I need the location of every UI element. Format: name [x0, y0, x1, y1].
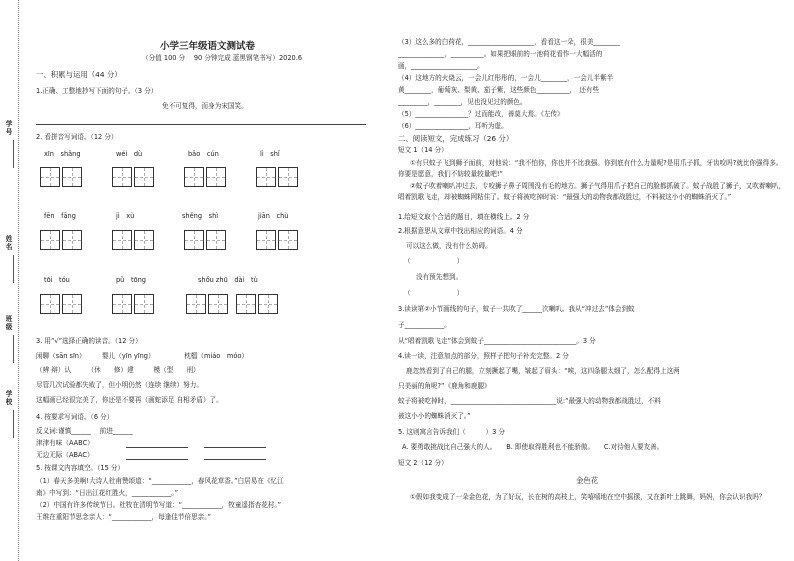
writing-grid[interactable] [184, 230, 228, 250]
pinyin-label: jiān chù [258, 212, 289, 220]
answer-parentheses[interactable]: （ ） [404, 289, 464, 297]
reading-question-3: 3.读读第②小节画线的句子，蚊子一共吹了______次喇叭。我从“冲过去”体会到蚊 [398, 305, 635, 313]
gutter-label-school: 学校 [5, 390, 13, 406]
question-text: ______________，__________。如果把眼前的一池荷花看作一大幅活的 [398, 50, 603, 58]
question-text: 津津有味（AABC） [36, 439, 94, 447]
question-5: 5. 按课文内容填空。（15 分） [36, 464, 125, 472]
question-text: 这幅画已经很完美了，你还是不要再（画蛇添足 自相矛盾）了。 [36, 396, 223, 404]
question-text: 没有预先想到。 [416, 273, 463, 281]
copy-sentence: 免不可复得，而身为宋国笑。 [162, 102, 248, 110]
question-4: 4. 按要求写词语。（6 分） [36, 413, 114, 421]
question-text: 无边无际（ABAC） [36, 451, 94, 459]
pinyin-label: wéi dù [116, 150, 143, 158]
question-text: （3）这么多的白荷花，____________________，看看这一朵，很美________ [398, 38, 620, 46]
question-text: 闲聊（sān sīn） 婴儿（yīn yīng） 枕榴（miáo móo） [36, 352, 248, 360]
writing-line [36, 124, 366, 125]
reading-question-1: 1.给短文取个合适的题目，填在横线上。2 分 [398, 213, 530, 221]
question-text: （1）春天多美啊!大诗人杜甫赞颂道：“____________，春风花草香。”白居易在《忆江 [36, 477, 284, 485]
dotted-cut-line [18, 0, 19, 561]
writing-grid[interactable] [40, 230, 84, 250]
question-text: 尽管几次试验都失败了，但小明仍然（连续 继续）努力。 [36, 381, 203, 389]
pinyin-label: jì xù [116, 212, 135, 220]
question-2: 2. 看拼音写词语。（12 分） [36, 133, 118, 141]
passage-paragraph: ①有只蚊子飞到狮子面前，对他说：“我不怕你，你也并不比我强。你到底有什么力量呢?是用爪子抓，牙齿咬吗?就比你强得多。你要是愿意，我们不妨较量较量吧!” [398, 159, 783, 178]
question-text: （5）________________？过而能改，善莫大焉。《左传》 [398, 110, 564, 118]
question-3: 3. 用“√”选择正确的读音。（12 分） [36, 337, 142, 345]
pinyin-label: lì shǐ [260, 150, 280, 158]
writing-grid[interactable] [112, 230, 156, 250]
gutter-line [13, 255, 14, 283]
gutter-line [13, 140, 14, 168]
pinyin-label: pǔ tōng [116, 276, 146, 284]
reading-question-2: 2.根据意思从文章中找出相应的词语。4 分 [398, 227, 523, 235]
question-text: 反义词:谨慎______ 前进______ [36, 427, 133, 435]
writing-grid[interactable] [112, 167, 156, 187]
answer-options: A. 要勇敢挑战比自己强大的人。 B. 即使取得胜利也不能骄傲。 C.对待他人要友善。 [402, 443, 664, 451]
gutter-label-name: 姓名 [5, 235, 13, 251]
passage-heading: 短文 1（14 分） [398, 146, 448, 154]
exam-subtitle: （分值 100 分 90 分钟完成 蓝黑钢笔书写）2020.6 [142, 54, 303, 62]
section-heading: 二、阅读短文，完成练习（26 分） [398, 134, 514, 143]
passage-title: 金色花 [576, 476, 599, 485]
gutter-line [13, 335, 14, 363]
left-column [36, 0, 392, 561]
writing-grid[interactable] [40, 294, 84, 314]
question-text: （辨 辩）认 （休 修）建 模（型 刑） [36, 366, 200, 374]
pinyin-label: xīn shǎng [44, 150, 81, 158]
writing-grid[interactable] [186, 294, 230, 314]
question-text: 只美丽的角呢?”《鹿角和鹿腿》 [398, 382, 491, 390]
question-text: 从“唱着凯歌飞走”体会到蚊子____________________________。3 分 [398, 337, 596, 345]
pinyin-label: shěng shì [182, 212, 219, 220]
writing-grid[interactable] [40, 167, 84, 187]
pinyin-label: fēn fāng [44, 212, 76, 220]
answer-line[interactable] [126, 459, 188, 460]
passage-paragraph: ②蚊子吹着喇叭冲过去，专咬狮子鼻子周围没有毛的地方。狮子气得用爪子把自己的脸都抓破了。蚊子战胜了狮子，又吹着喇叭，唱着凯歌飞走，却被蜘蛛网粘住了。蚊子将被吃掉时说：“最强大的动物我都战胜过，不料被这小小的蜘蛛消灭了。” [398, 182, 786, 201]
question-text: 画，____________________。 [398, 62, 484, 70]
answer-parentheses[interactable]: （ ） [404, 257, 464, 265]
reading-question-5: 5. 这则寓言告诉我们（ ）3 分 [398, 428, 505, 436]
question-text: 黄________，葡萄灰、梨黄、茄子紫，这些颜色__________， 还有些 [398, 86, 600, 94]
question-text: （6）________________，耳听为虚。 [398, 122, 508, 130]
right-column [398, 0, 790, 561]
question-text: 鹿忽然看到了自己的腿，立刻撅起了嘴，皱起了眉头：“唉，这四条腿太细了，怎么配得上这两 [406, 367, 680, 375]
question-text: 被这小小的蜘蛛消灭了。” [398, 412, 471, 420]
writing-grid[interactable] [184, 167, 228, 187]
binding-gutter [0, 0, 30, 561]
passage-paragraph: ①假如我变成了一朵金色花，为了好玩，长在树的高枝上，笑嘻嘻地在空中摇摆，又在新叶上跳舞，妈妈，你会认识我吗？ [410, 493, 766, 501]
gutter-label-student-id: 学号 [5, 120, 13, 136]
writing-grid[interactable] [236, 294, 280, 314]
writing-grid[interactable] [256, 167, 300, 187]
question-text: 南》中写到：“日出江花红胜火，____________。” [36, 489, 179, 497]
question-text: 可以这么做，没有什么妨碍。 [406, 242, 492, 250]
writing-grid[interactable] [112, 294, 156, 314]
pinyin-label: shǒu zhū dài tù [198, 276, 258, 284]
reading-question-4: 4.读一读，注意加点的部分，照样子把句子补充完整。2 分 [398, 352, 569, 360]
gutter-line [13, 410, 14, 438]
pinyin-label: bǎo cún [188, 150, 219, 158]
answer-line[interactable] [126, 447, 188, 448]
answer-line[interactable] [204, 447, 266, 448]
answer-line[interactable] [204, 459, 266, 460]
pinyin-label: tōi tóu [44, 276, 70, 284]
gutter-label-class: 班级 [5, 315, 13, 331]
question-text: 蚊子将被吃掉时，________________________________说:“最强大的动物我都战胜过，不料 [398, 397, 661, 405]
question-text: _________，________，见也没见过的颜色。 [398, 98, 527, 106]
question-text: 王维在重阳节思念亲人：“____________，每逢佳节倍思亲。” [36, 513, 211, 521]
question-text: 子____________。 [398, 321, 451, 329]
question-1: 1.正确、工整地抄写下面的句子。（3 分） [36, 87, 158, 95]
question-text: （2）中国有许多传统节日。杜牧在清明节写道：“____________，牧童遥指杏花村。” [36, 501, 282, 509]
passage-heading: 短文 2（12 分） [398, 459, 448, 467]
writing-grid[interactable] [256, 230, 300, 250]
page-title: 小学三年级语文测试卷 [160, 41, 256, 52]
section-heading: 一、积累与运用（44 分） [36, 70, 122, 79]
question-text: （4）这地方的火烧云，一会儿红彤彤的，一会儿________，一会儿半紫半 [398, 74, 614, 82]
